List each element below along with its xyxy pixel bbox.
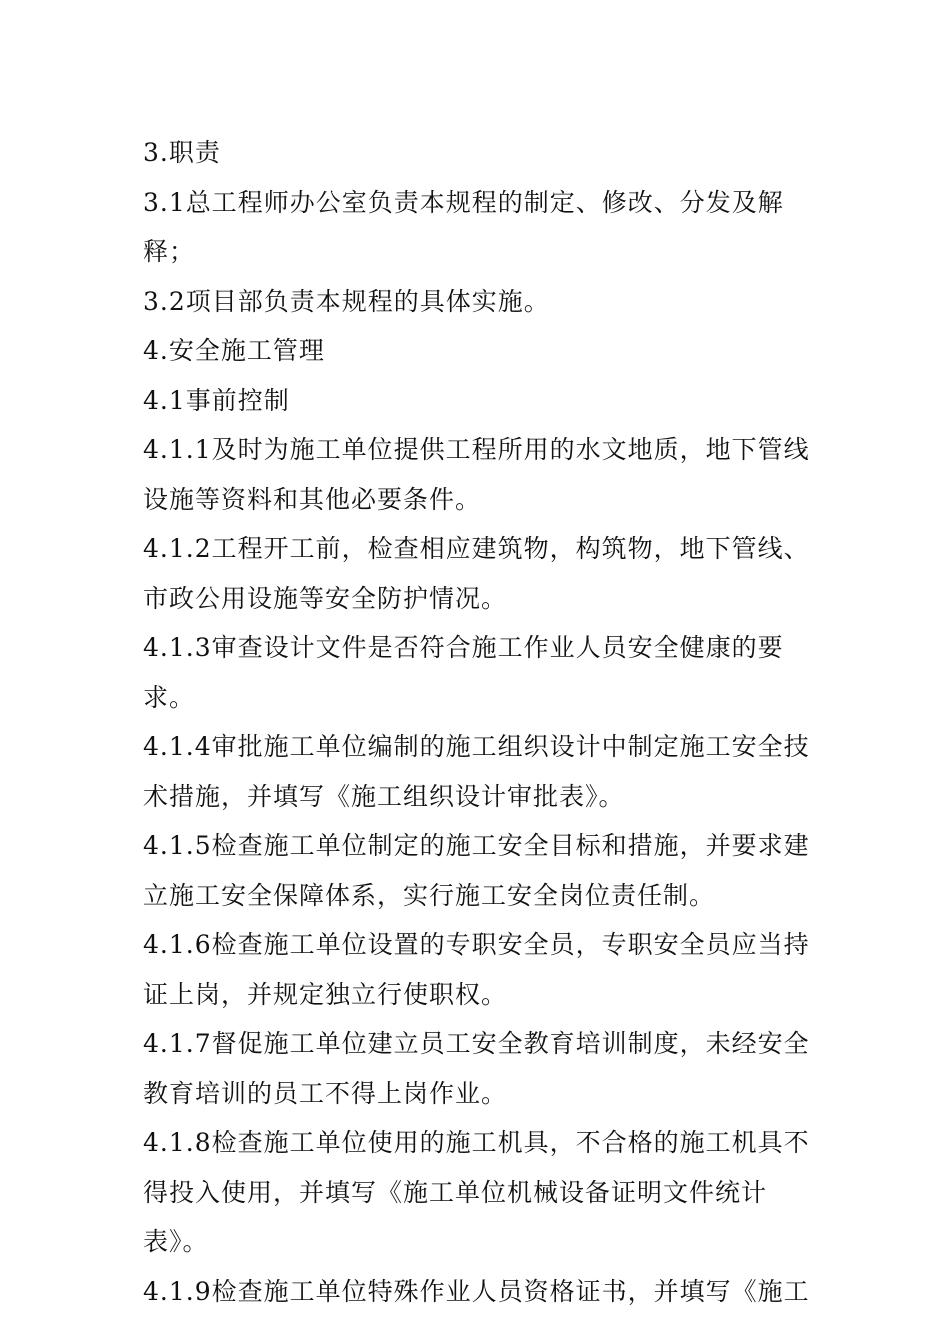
paragraph-4-1-1: 4.1.1及时为施工单位提供工程所用的水文地质，地下管线设施等资料和其他必要条件。 — [143, 435, 810, 514]
paragraph-3-1: 3.1总工程师办公室负责本规程的制定、修改、分发及解释； — [143, 187, 784, 266]
paragraph-4-1-4: 4.1.4审批施工单位编制的施工组织设计中制定施工安全技术措施，并填写《施工组织设计审批表》。 — [143, 732, 810, 811]
paragraph-4-1-5: 4.1.5检查施工单位制定的施工安全目标和措施，并要求建立施工安全保障体系，实行施工安全岗位责任制。 — [143, 831, 810, 910]
paragraph-3-2: 3.2项目部负责本规程的具体实施。 — [143, 286, 550, 316]
paragraph-4-1-9: 4.1.9检查施工单位特殊作业人员资格证书，并填写《施工 — [143, 1276, 810, 1306]
paragraph-4-1-6: 4.1.6检查施工单位设置的专职安全员，专职安全员应当持证上岗，并规定独立行使职权。 — [143, 930, 810, 1009]
subsection-heading-prior-control: 4.1事前控制 — [143, 385, 290, 415]
section-heading-safety-management: 4.安全施工管理 — [143, 336, 325, 365]
document-body — [143, 128, 823, 1316]
paragraph-4-1-2: 4.1.2工程开工前，检查相应建筑物，构筑物，地下管线、市政公用设施等安全防护情况。 — [143, 534, 810, 613]
paragraph-4-1-7: 4.1.7督促施工单位建立员工安全教育培训制度，未经安全教育培训的员工不得上岗作业。 — [143, 1029, 810, 1108]
paragraph-4-1-3: 4.1.3审查设计文件是否符合施工作业人员安全健康的要求。 — [143, 633, 784, 712]
section-heading-responsibilities: 3.职责 — [143, 138, 221, 167]
paragraph-4-1-8: 4.1.8检查施工单位使用的施工机具，不合格的施工机具不得投入使用，并填写《施工单位机械设备证明文件统计表》。 — [143, 1128, 810, 1256]
